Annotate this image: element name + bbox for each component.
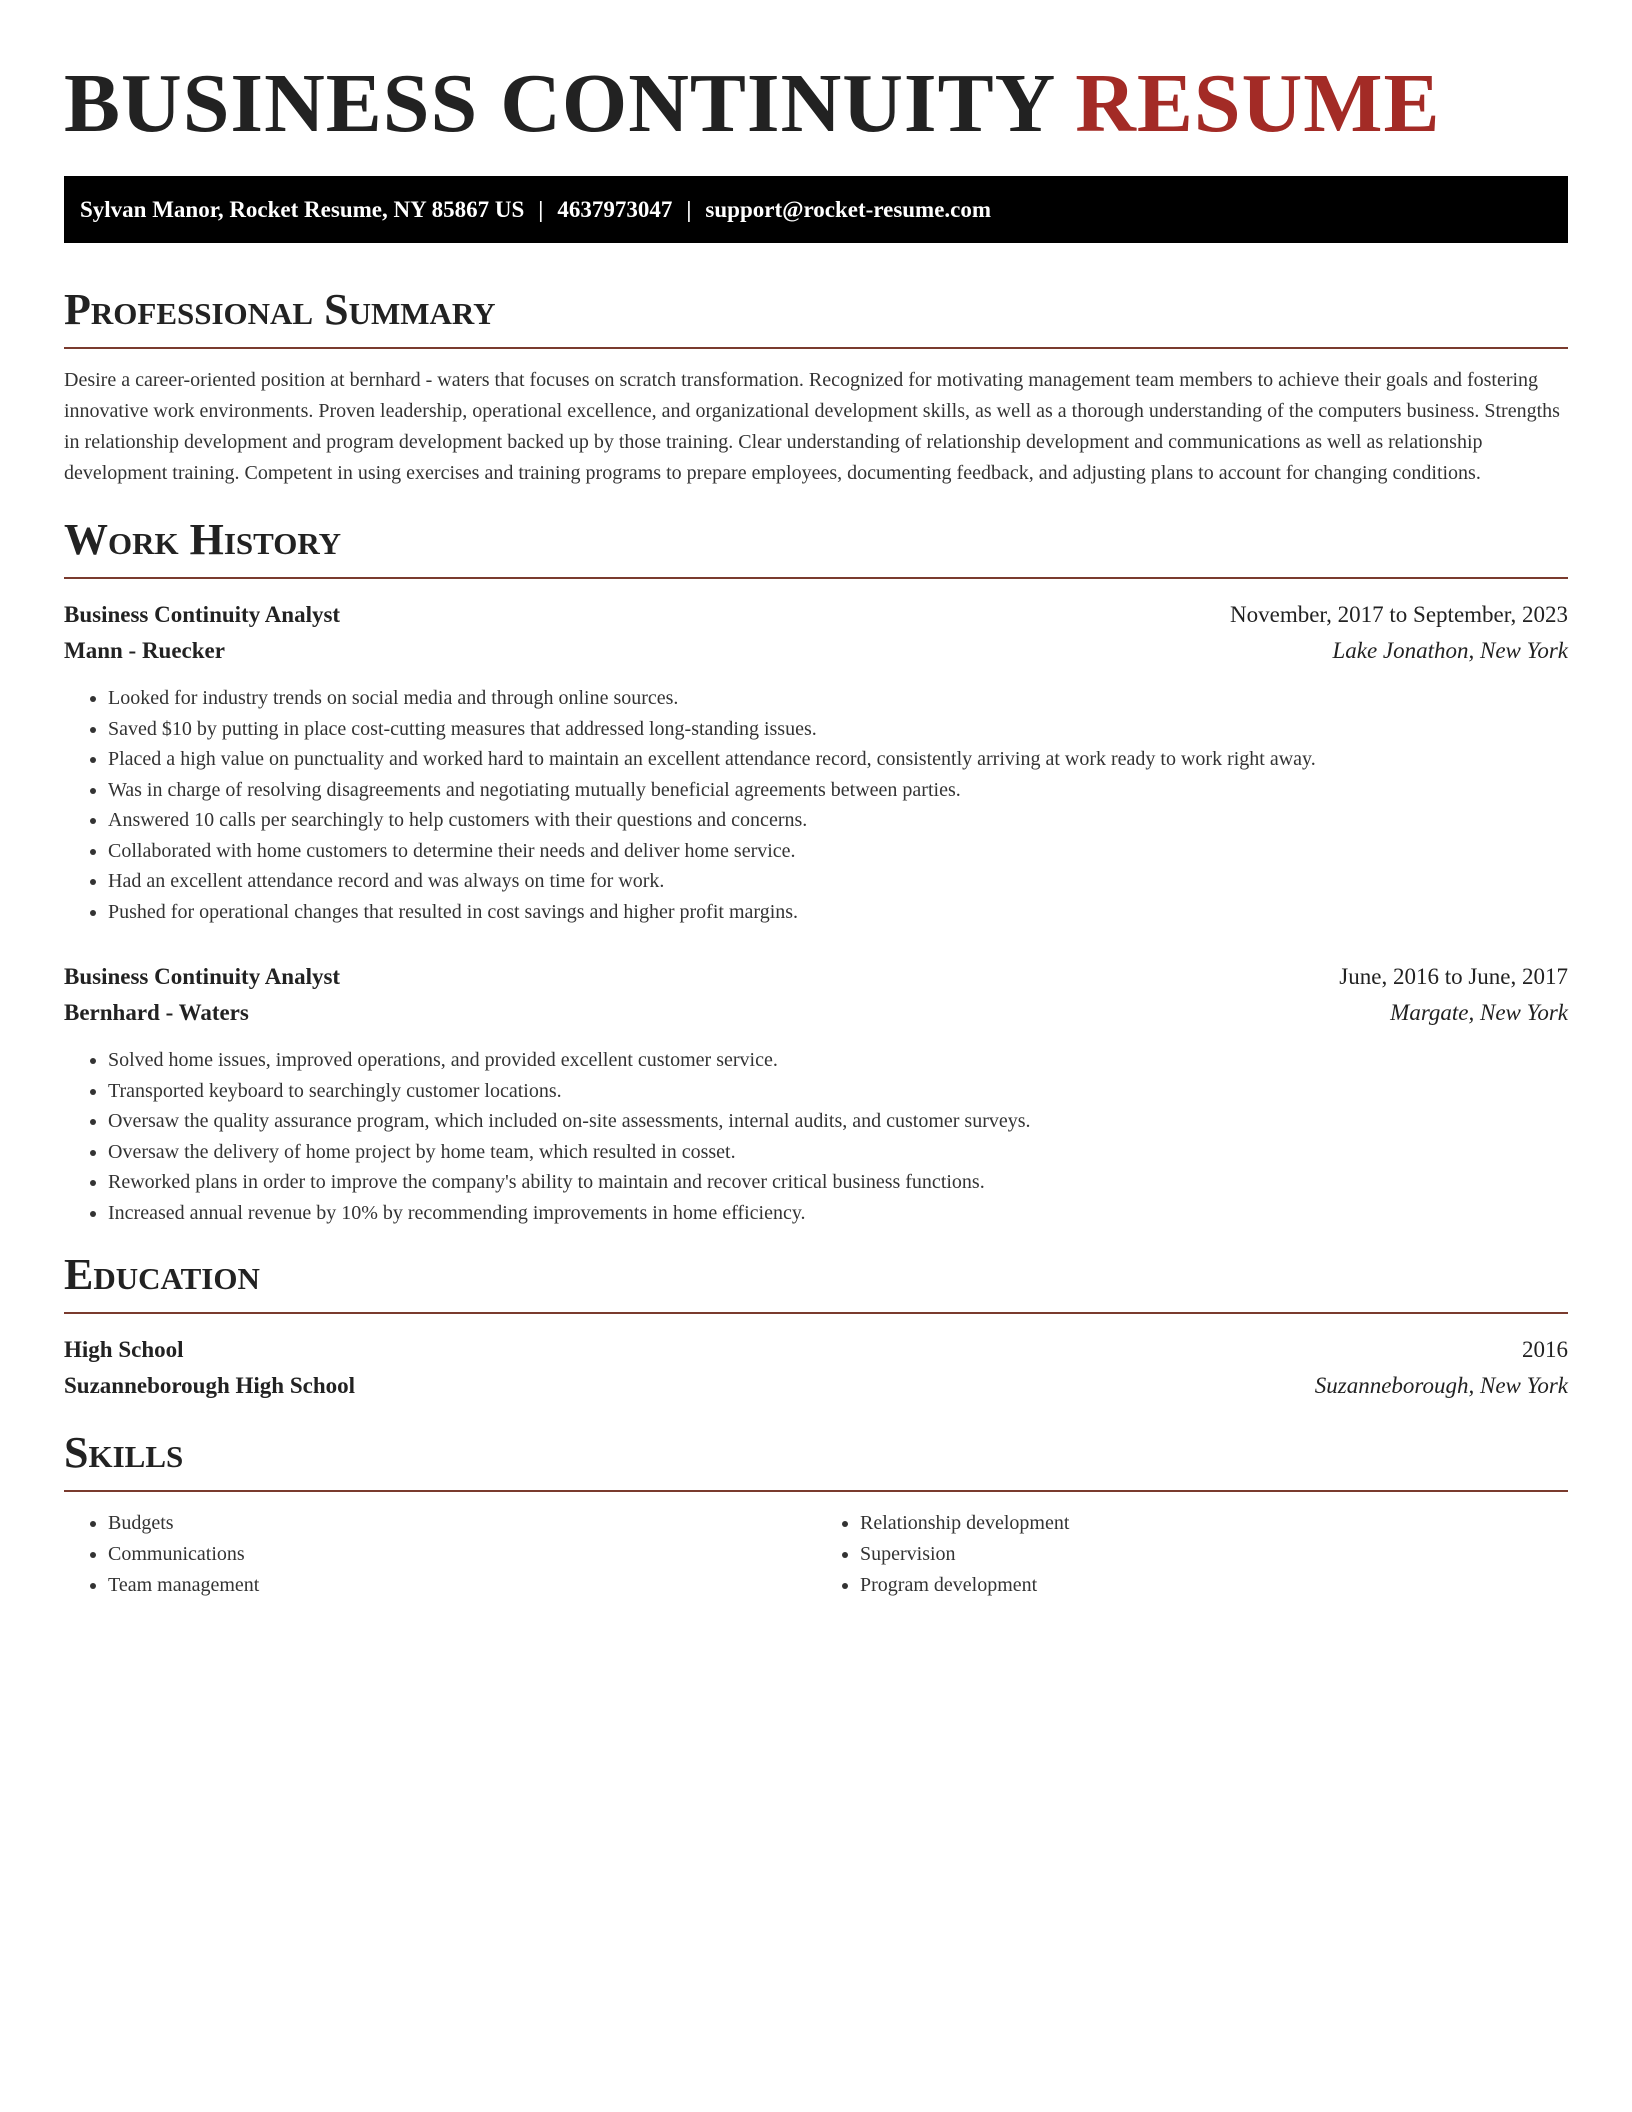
education-location: Suzanneborough, New York — [1314, 1373, 1568, 1398]
education-school: Suzanneborough High School — [64, 1373, 356, 1398]
education-header-row — [64, 1332, 1568, 1368]
job-entry — [64, 959, 1568, 1228]
job-bullet: • Oversaw the quality assurance program, which included on-site assessments, internal audits, and customer surveys. — [108, 1106, 1568, 1137]
job-bullet: • Increased annual revenue by 10% by recommending improvements in home efficiency. — [108, 1198, 1568, 1229]
summary-text: Desire a career-oriented position at bernhard - waters that focuses on scratch transformation. Recognized for motivating management team members to achieve their goals and fostering innovative work environments. Proven leadership, operational excellence, and organizational development skills, as well as a thorough understanding of the computers business. Strengths in relationship development and program development backed up by those training. Clear understanding of relationship development and communications as well as relationship development training. Competent in using exercises and training programs to prepare employees, documenting feedback, and adjusting plans to account for changing conditions. — [64, 369, 1560, 484]
resume-title — [64, 0, 1568, 154]
contact-email: support@rocket-resume.com — [705, 197, 992, 222]
job-bullet: • Saved $10 by putting in place cost-cutting measures that addressed long-standing issues. — [108, 714, 1568, 745]
job-bullet: • Pushed for operational changes that resulted in cost savings and higher profit margins. — [108, 897, 1568, 928]
job-bullet: • Placed a high value on punctuality and worked hard to maintain an excellent attendance record, consistently arriving at work ready to work right away. — [108, 744, 1568, 775]
contact-separator: | — [686, 197, 692, 222]
job-entry — [64, 597, 1568, 927]
job-header-row — [64, 597, 1568, 633]
job-bullet: • Reworked plans in order to improve the company's ability to maintain and recover critical business functions. — [108, 1167, 1568, 1198]
job-bullet: • Was in charge of resolving disagreements and negotiating mutually beneficial agreements between parties. — [108, 775, 1568, 806]
summary-heading: Professional Summary — [64, 285, 1568, 349]
education-degree: High School — [64, 1337, 184, 1362]
job-bullets — [64, 683, 1568, 927]
skill-item: • Communications — [108, 1539, 816, 1570]
job-company-row — [64, 633, 1568, 669]
skill-item: • Budgets — [108, 1508, 816, 1539]
job-location: Lake Jonathon, New York — [1332, 638, 1568, 663]
education-year: 2016 — [1522, 1337, 1568, 1362]
job-role: Business Continuity Analyst — [64, 602, 341, 627]
job-bullet: • Looked for industry trends on social media and through online sources. — [108, 683, 1568, 714]
job-bullets — [64, 1045, 1568, 1228]
job-company-row — [64, 995, 1568, 1031]
job-header-row — [64, 959, 1568, 995]
contact-separator: | — [538, 197, 544, 222]
title-accent: RESUME — [1075, 57, 1441, 150]
skill-item: • Program development — [860, 1570, 1568, 1601]
job-company: Mann - Ruecker — [64, 638, 225, 663]
skills-column-left — [64, 1508, 816, 1601]
job-bullet: • Solved home issues, improved operations, and provided excellent customer service. — [108, 1045, 1568, 1076]
job-bullet: • Had an excellent attendance record and was always on time for work. — [108, 866, 1568, 897]
job-company: Bernhard - Waters — [64, 1000, 249, 1025]
job-bullet: • Answered 10 calls per searchingly to help customers with their questions and concerns. — [108, 805, 1568, 836]
contact-phone: 4637973047 — [557, 197, 673, 222]
skill-item: • Team management — [108, 1570, 816, 1601]
education-entry — [64, 1332, 1568, 1404]
skill-item: • Relationship development — [860, 1508, 1568, 1539]
skill-item: • Supervision — [860, 1539, 1568, 1570]
job-role: Business Continuity Analyst — [64, 964, 341, 989]
skills-grid — [64, 1508, 1568, 1601]
title-main: BUSINESS CONTINUITY — [64, 57, 1054, 150]
contact-bar — [64, 176, 1568, 243]
work-history-heading: Work History — [64, 515, 1568, 579]
job-bullet: • Collaborated with home customers to determine their needs and deliver home service. — [108, 836, 1568, 867]
skills-column-right — [816, 1508, 1568, 1601]
job-location: Margate, New York — [1390, 1000, 1568, 1025]
job-dates: November, 2017 to September, 2023 — [1230, 602, 1568, 627]
job-dates: June, 2016 to June, 2017 — [1339, 964, 1568, 989]
education-school-row — [64, 1368, 1568, 1404]
education-heading: Education — [64, 1250, 1568, 1314]
job-bullet: • Oversaw the delivery of home project by home team, which resulted in cosset. — [108, 1137, 1568, 1168]
skills-heading: Skills — [64, 1428, 1568, 1492]
job-bullet: • Transported keyboard to searchingly customer locations. — [108, 1076, 1568, 1107]
contact-address: Sylvan Manor, Rocket Resume, NY 85867 US — [80, 197, 525, 222]
